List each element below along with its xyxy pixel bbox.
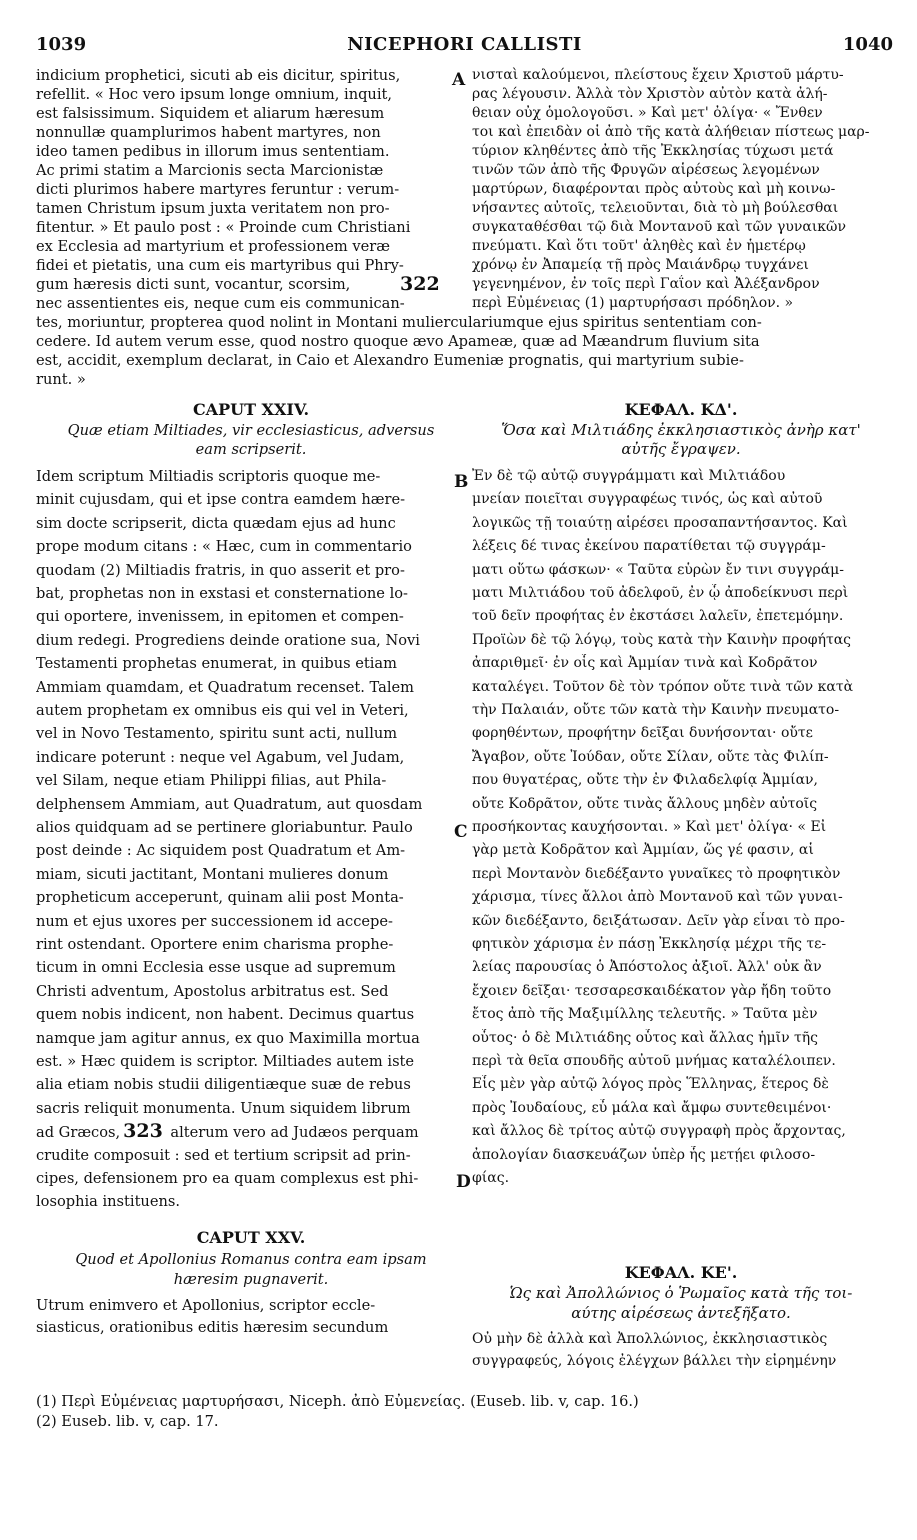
greek-text-line: ρας λέγουσιν. Ἀλλὰ τὸν Χριστὸν αὐτὸν κατὰ ἀλή-: [472, 86, 828, 102]
greek-text-line: τοι καὶ ἐπειδὰν οἱ ἀπὸ τῆς κατὰ ἀλήθειαν πίστεως μαρ-: [472, 124, 870, 140]
latin-text-line: Idem scriptum Miltiadis scriptoris quoque me-: [36, 468, 381, 485]
latin-text-line: dium redegi. Progrediens deinde oratione sua, Novi: [36, 632, 420, 649]
latin-text-line: delphensem Ammiam, aut Quadratum, aut quosdam: [36, 796, 423, 813]
greek-text-line: οὗτος· ὁ δὲ Μιλτιάδης οὗτος καὶ ἄλλας ἡμῖν τῆς: [472, 1030, 819, 1046]
chapter-subtitle-latin: Quod et Apollonius Romanus contra eam ipsam: [75, 1251, 427, 1268]
latin-text-line: ideo tamen pedibus in illorum imus sententiam.: [36, 143, 390, 160]
column-number-marker: 323: [123, 1122, 163, 1142]
greek-text-line: καὶ ἄλλος δὲ τρίτος αὐτῷ συγγραφὴ πρὸς ἄρχοντας,: [472, 1123, 846, 1139]
greek-text-line: περὶ Εὐμένειας (1) μαρτυρήσασι πρόδηλον. »: [472, 295, 794, 311]
greek-text-line: περὶ Μοντανὸν διεδέξαντο γυναῖκες τὸ προφητικὸν: [472, 866, 841, 882]
greek-text-line: Ἄγαβον, οὔτε Ἰούδαν, οὔτε Σίλαν, οὔτε τὰς Φιλίπ-: [472, 749, 829, 765]
greek-text-line: φητικὸν χάρισμα ἐν πάσῃ Ἐκκλησίᾳ μέχρι τῆς τε-: [472, 936, 827, 952]
footnote: (2) Euseb. lib. v, cap. 17.: [36, 1413, 219, 1430]
latin-text-line: vel Silam, neque etiam Philippi filias, aut Phila-: [36, 772, 387, 789]
greek-text-line: τὴν Παλαιάν, οὔτε τῶν κατὰ τὴν Καινὴν πνευματο-: [472, 702, 840, 718]
greek-text-line: τινῶν τῶν ἀπὸ τῆς Φρυγῶν αἱρέσεως λεγομένων: [472, 162, 820, 178]
greek-text-line: λογικῶς τῇ τοιαύτῃ αἱρέσει προσαπαντήσαντος. Καὶ: [472, 515, 848, 531]
margin-marker-d: D: [456, 1172, 471, 1192]
latin-text-line: fitentur. » Et paulo post : « Proinde cum Christiani: [36, 219, 411, 236]
latin-text-line: nec assentientes eis, neque cum eis communican-: [36, 295, 405, 312]
greek-text-line: ἔχοιεν δεῖξαι· τεσσαρεσκαιδέκατον γὰρ ἤδη τοῦτο: [472, 983, 832, 999]
greek-text-line: χρόνῳ ἐν Ἀπαμείᾳ τῇ πρὸς Μαιάνδρῳ τυγχάνει: [472, 257, 809, 273]
chapter-subtitle-latin: Quæ etiam Miltiades, vir ecclesiasticus, adversus: [67, 422, 435, 439]
page-number-right: 1040: [842, 34, 893, 55]
page-number-left: 1039: [36, 34, 87, 55]
chapter-subtitle-latin: hæresim pugnaverit.: [173, 1271, 329, 1288]
chapter-heading-greek: ΚΕΦΑΛ. ΚΕ'.: [624, 1263, 738, 1282]
greek-text-line: νήσαντες αὐτοῖς, τελειοῦνται, διὰ τὸ μὴ βούλεσθαι: [472, 200, 839, 216]
page-header: [36, 34, 893, 58]
latin-text-line: Testamenti prophetas enumerat, in quibus etiam: [36, 655, 397, 672]
margin-marker-a: A: [452, 70, 466, 90]
greek-text-line: λέξεις δέ τινας ἐκείνου παρατίθεται τῷ συγγράμ-: [472, 538, 826, 554]
greek-text-line: μαρτύρων, διαφέρονται πρὸς αὐτοὺς καὶ μὴ κοινω-: [472, 181, 836, 197]
latin-text-line: [36, 1122, 466, 1142]
chapter-subtitle-greek: αὐτῆς ἔγραψεν.: [621, 440, 741, 458]
latin-text-line: cipes, defensionem pro ea quam complexus est phi-: [36, 1170, 419, 1187]
latin-text-line: vel in Novo Testamento, spiritu sunt acti, nullum: [36, 725, 398, 742]
latin-text-line: dicti plurimos habere martyres feruntur : verum-: [36, 181, 400, 198]
latin-text-line: fidei et pietatis, una cum eis martyribus qui Phry-: [36, 257, 404, 274]
greek-text-line: ἀπαριθμεῖ· ἐν οἷς καὶ Ἀμμίαν τινὰ καὶ Κοδρᾶτον: [472, 655, 818, 671]
greek-text-line: προσήκοντας καυχήσονται. » Καὶ μετ' ὀλίγα· « Εἰ: [472, 819, 827, 835]
latin-text-line: indicium prophetici, sicuti ab eis dicitur, spiritus,: [36, 67, 401, 84]
greek-text-line: τύριον κληθέντες ἀπὸ τῆς Ἐκκλησίας τύχωσι μετά: [472, 143, 834, 159]
latin-text-line: [36, 275, 466, 294]
latin-text-line: est falsissimum. Siquidem et aliarum hæresum: [36, 105, 385, 122]
latin-text-line: sim docte scripserit, dicta quædam ejus ad hunc: [36, 515, 396, 532]
greek-text-line: ματι Μιλτιάδου τοῦ ἀδελφοῦ, ἐν ᾧ ἀποδείκνυσι περὶ: [472, 585, 849, 601]
latin-text-fragment: alterum vero ad Judæos perquam: [165, 1124, 419, 1141]
greek-text-line: Ἐν δὲ τῷ αὐτῷ συγγράμματι καὶ Μιλτιάδου: [472, 468, 786, 484]
latin-text-line: Christi adventum, Apostolus arbitratus est. Sed: [36, 983, 389, 1000]
latin-text-line: Utrum enimvero et Apollonius, scriptor eccle-: [36, 1297, 376, 1314]
latin-text-fragment: ad Græcos,: [36, 1124, 121, 1141]
latin-text-fragment: gum hæresis dicti sunt, vocantur, scorsim,: [36, 276, 351, 293]
chapter-heading-latin: CAPUT XXIV.: [192, 400, 310, 419]
latin-text-line: refellit. « Hoc vero ipsum longe omnium, inquit,: [36, 86, 393, 103]
latin-text-line: siasticus, orationibus editis hæresim secundum: [36, 1319, 389, 1336]
greek-text-line: Προϊὼν δὲ τῷ λόγῳ, τοὺς κατὰ τὴν Καινὴν προφήτας: [472, 632, 851, 648]
latin-text-line: autem prophetam ex omnibus eis qui vel in Veteri,: [36, 702, 409, 719]
margin-marker-c: C: [454, 822, 468, 842]
greek-text-line: συγγραφεύς, λόγοις ἐλέγχων βάλλει τὴν εἰρημένην: [472, 1353, 837, 1369]
greek-text-line: συγκαταθέσθαι τῷ διὰ Μοντανοῦ καὶ τῶν γυναικῶν: [472, 219, 846, 235]
latin-text-line: alia etiam nobis studii diligentiæque suæ de rebus: [36, 1076, 411, 1093]
latin-text-line: bat, prophetas non in exstasi et consternatione lo-: [36, 585, 408, 602]
greek-text-line: γεγενημένον, ἐν τοῖς περὶ Γαΐον καὶ Ἀλέξανδρον: [472, 276, 820, 292]
latin-text-line: Ac primi statim a Marcionis secta Marcionistæ: [36, 162, 384, 179]
greek-text-line: θειαν οὐχ ὁμολογοῦσι. » Καὶ μετ' ὀλίγα· « Ἔνθεν: [472, 105, 823, 121]
latin-text-line: post deinde : Ac siquidem post Quadratum et Am-: [36, 842, 406, 859]
footnote: (1) Περὶ Εὐμένειας μαρτυρήσασι, Niceph. ἀπὸ Εὐμενείας. (Euseb. lib. v, cap. 16.): [36, 1393, 639, 1410]
latin-text-line: num et ejus uxores per successionem id accepe-: [36, 913, 393, 930]
greek-text-line: λείας παρουσίας ὁ Ἀπόστολος ἀξιοῖ. Ἀλλ' οὐκ ἂν: [472, 959, 822, 975]
latin-text-line: quem nobis indicent, non habent. Decimus quartus: [36, 1006, 415, 1023]
greek-text-line: πνεύματι. Καὶ ὅτι τοῦτ' ἀληθὲς καὶ ἐν ἡμετέρῳ: [472, 238, 806, 254]
greek-text-line: φορηθέντων, προφήτην δεῖξαι δυνήσονται· οὔτε: [472, 725, 813, 741]
column-number-marker: 322: [400, 275, 440, 294]
chapter-subtitle-greek: Ὡς καὶ Ἀπολλώνιος ὁ Ῥωμαῖος κατὰ τῆς τοι-: [509, 1284, 853, 1302]
greek-text-line: ἀπολογίαν διασκευάζων ὑπὲρ ἧς μετῄει φιλοσο-: [472, 1147, 816, 1163]
latin-text-line: propheticum acceperunt, quinam alii post Monta-: [36, 889, 404, 906]
full-width-text-line: cedere. Id autem verum esse, quod nostro quoque ævo Apameæ, quæ ad Mæandrum fluvium sita: [36, 333, 760, 350]
latin-text-line: quodam (2) Miltiadis fratris, in quo asserit et pro-: [36, 562, 405, 579]
latin-text-line: miam, sicuti jactitant, Montani mulieres donum: [36, 866, 389, 883]
latin-text-line: tamen Christum ipsum juxta veritatem non pro-: [36, 200, 390, 217]
greek-text-line: τοῦ δεῖν προφήτας ἐν ἐκστάσει λαλεῖν, ἐπετεμόμην.: [472, 608, 844, 624]
full-width-text-line: runt. »: [36, 371, 86, 388]
latin-text-line: prope modum citans : « Hæc, cum in commentario: [36, 538, 412, 555]
latin-text-line: Ammiam quamdam, et Quadratum recenset. Talem: [36, 679, 414, 696]
chapter-heading-greek: ΚΕΦΑΛ. ΚΔ'.: [624, 400, 738, 419]
greek-text-line: γὰρ μετὰ Κοδρᾶτον καὶ Ἀμμίαν, ὥς γέ φασιν, αἱ: [472, 842, 814, 858]
greek-text-line: καταλέγει. Τοῦτον δὲ τὸν τρόπον οὔτε τινὰ τῶν κατὰ: [472, 679, 854, 695]
full-width-text-line: est, accidit, exemplum declarat, in Caio et Alexandro Eumeniæ prognatis, qui martyrium subie-: [36, 352, 744, 369]
latin-text-line: qui oportere, invenissem, in epitomen et compen-: [36, 608, 404, 625]
greek-text-line: πρὸς Ἰουδαίους, εὖ μάλα καὶ ἄμφω συντεθειμένοι·: [472, 1100, 832, 1116]
greek-text-line: φίας.: [472, 1170, 510, 1186]
latin-text-line: crudite composuit : sed et tertium scripsit ad prin-: [36, 1147, 411, 1164]
latin-text-line: ex Ecclesia ad martyrium et professionem veræ: [36, 238, 390, 255]
chapter-heading-latin: CAPUT XXV.: [196, 1228, 306, 1247]
greek-text-line: κῶν διεδέξαντο, δειξάτωσαν. Δεῖν γὰρ εἶναι τὸ προ-: [472, 913, 845, 929]
chapter-subtitle-greek: Ὅσα καὶ Μιλτιάδης ἐκκλησιαστικὸς ἀνὴρ κατ': [501, 421, 861, 439]
latin-text-line: alios quidquam ad se pertinere gloriabuntur. Paulo: [36, 819, 413, 836]
running-title: NICEPHORI CALLISTI: [347, 34, 582, 55]
latin-text-line: losophia instituens.: [36, 1193, 180, 1210]
greek-text-line: που θυγατέρας, οὔτε τὴν ἐν Φιλαδελφίᾳ Ἀμμίαν,: [472, 772, 818, 788]
latin-text-line: rint ostendant. Oportere enim charisma prophe-: [36, 936, 394, 953]
greek-text-line: μνείαν ποιεῖται συγγραφέως τινός, ὡς καὶ αὐτοῦ: [472, 491, 823, 507]
latin-text-line: sacris reliquit monumenta. Unum siquidem librum: [36, 1100, 411, 1117]
latin-text-line: indicare poterunt : neque vel Agabum, vel Judam,: [36, 749, 405, 766]
greek-text-line: οὔτε Κοδρᾶτον, οὔτε τινὰς ἄλλους μηδὲν αὐτοῖς: [472, 796, 818, 812]
chapter-subtitle-latin: eam scripserit.: [195, 441, 307, 458]
latin-text-line: est. » Hæc quidem is scriptor. Miltiades autem iste: [36, 1053, 415, 1070]
greek-text-line: Οὐ μὴν δὲ ἀλλὰ καὶ Ἀπολλώνιος, ἐκκλησιαστικὸς: [472, 1331, 828, 1347]
greek-text-line: περὶ τὰ θεῖα σπουδῆς αὐτοῦ μνήμας καταλέλοιπεν.: [472, 1053, 836, 1069]
greek-text-line: χάρισμα, τίνες ἄλλοι ἀπὸ Μοντανοῦ καὶ τῶν γυναι-: [472, 889, 843, 905]
latin-text-line: ticum in omni Ecclesia esse usque ad supremum: [36, 959, 396, 976]
greek-text-line: Εἷς μὲν γὰρ αὐτῷ λόγος πρὸς Ἕλληνας, ἕτερος δὲ: [472, 1076, 829, 1092]
greek-text-line: ματι οὕτω φάσκων· « Ταῦτα εὑρὼν ἔν τινι συγγράμ-: [472, 562, 844, 578]
chapter-subtitle-greek: αύτης αἱρέσεως ἀντεξῆξατο.: [571, 1304, 791, 1322]
latin-text-line: nonnullæ quamplurimos habent martyres, non: [36, 124, 381, 141]
latin-text-line: namque jam agitur annus, ex quo Maximilla mortua: [36, 1030, 420, 1047]
latin-text-line: minit cujusdam, qui et ipse contra eamdem hære-: [36, 491, 406, 508]
full-width-text-line: tes, moriuntur, propterea quod nolint in Montani mulierculariumque ejus spiritus sententiam con-: [36, 314, 762, 331]
margin-marker-b: B: [454, 472, 469, 492]
greek-text-line: νισταὶ καλούμενοι, πλείστους ἔχειν Χριστοῦ μάρτυ-: [472, 67, 844, 83]
greek-text-line: ἔτος ἀπὸ τῆς Μαξιμίλλης τελευτῆς. » Ταῦτα μὲν: [472, 1006, 818, 1022]
